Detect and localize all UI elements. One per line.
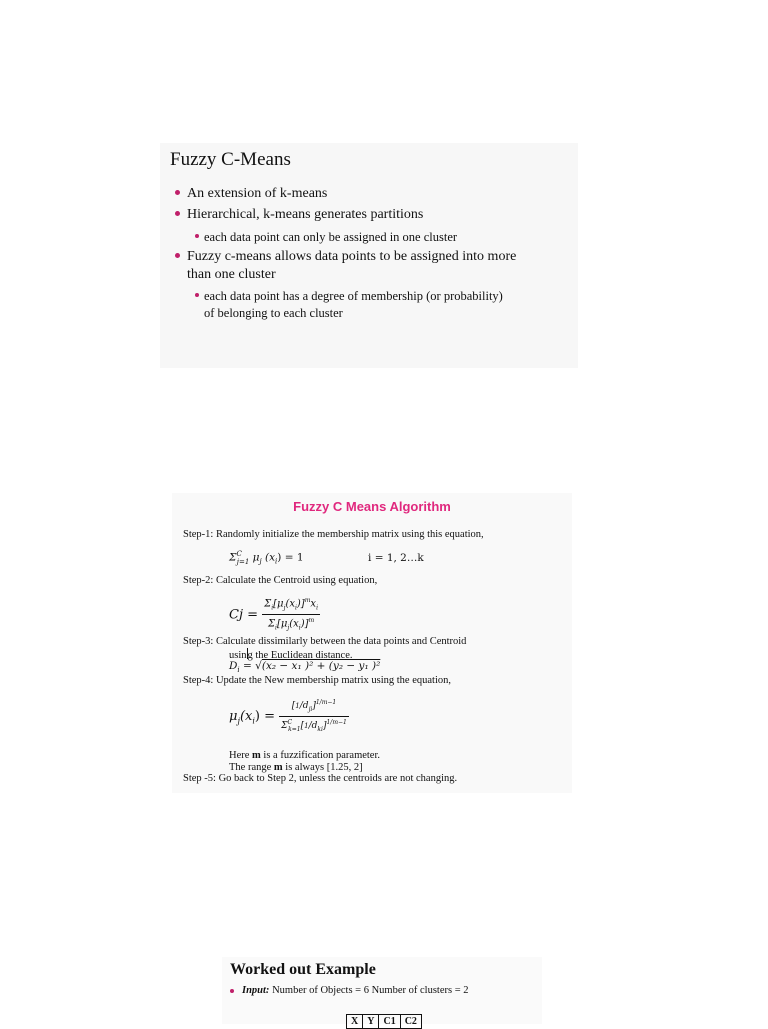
bullet-dot-icon bbox=[175, 211, 180, 216]
slide-title: Worked out Example bbox=[230, 961, 376, 978]
slide-worked-example bbox=[222, 957, 542, 1027]
sub-bullet-text-continued: of belonging to each cluster bbox=[204, 306, 343, 320]
bullet-text: Fuzzy c-means allows data points to be assigned into more bbox=[187, 249, 517, 264]
slide-title: Fuzzy C Means Algorithm bbox=[293, 499, 451, 514]
table-header-c1: C1 bbox=[379, 1015, 400, 1029]
equation-centroid: Cj = $\frac{\Sigma_i[\mu_j(x_i)]^mx_i}{\Sigma_i[\mu_j(x_i)]^m}$ bbox=[229, 597, 318, 632]
sub-bullet-text: each data point has a degree of membership (or probability) bbox=[204, 289, 503, 303]
slide-algorithm bbox=[172, 493, 572, 793]
input-line: Input: Number of Objects = 6 Number of clusters = 2 bbox=[242, 985, 469, 996]
bullet-dot-icon bbox=[230, 989, 234, 993]
sub-bullet-text: each data point can only be assigned in one cluster bbox=[204, 230, 458, 244]
note-fuzzification: Here m is a fuzzification parameter. bbox=[229, 750, 381, 761]
slide-fuzzy-c-means bbox=[160, 143, 578, 368]
bullet-dot-icon bbox=[175, 253, 180, 258]
equation-membership-update: $\mu_j(x_i)$ = $\frac{[1/d_{ji}]^{1/m-1}}{\Sigma^C_{k=1}[1/d_{ki}]^{1/m-1}}$ bbox=[229, 699, 347, 733]
equation-range: i = 1, 2…k bbox=[368, 552, 424, 564]
table-header-x: X bbox=[347, 1015, 363, 1029]
table-header-c2: C2 bbox=[400, 1015, 421, 1029]
step-3-text-continued: using the Euclidean distance. bbox=[229, 650, 353, 661]
table-header-y: Y bbox=[363, 1015, 379, 1029]
slide-title: Fuzzy C-Means bbox=[170, 149, 291, 170]
bullet-dot-icon bbox=[175, 190, 180, 195]
equation-euclidean: $D_i = √(x_2 - x_1$ )² + (y₂ − y₁ )² bbox=[229, 660, 381, 675]
bullet-text-continued: than one cluster bbox=[187, 267, 276, 282]
step-3-text: Step-3: Calculate dissimilarly between the data points and Centroid bbox=[183, 636, 467, 647]
bullet-text: An extension of k-means bbox=[187, 186, 328, 201]
step-2-text: Step-2: Calculate the Centroid using equation, bbox=[183, 575, 378, 586]
step-1-text: Step-1: Randomly initialize the membership matrix using this equation, bbox=[183, 529, 484, 540]
bullet-text: Hierarchical, k-means generates partitions bbox=[187, 207, 424, 222]
sub-bullet-dot-icon bbox=[195, 293, 199, 297]
equation-membership-sum: $\Sigma^C_{j=1}$ $\mu_j$ $(x_i) = 1$ bbox=[229, 550, 304, 566]
step-4-text: Step-4: Update the New membership matrix using the equation, bbox=[183, 675, 451, 686]
step-5-text: Step -5: Go back to Step 2, unless the centroids are not changing. bbox=[183, 773, 458, 784]
data-table bbox=[346, 1014, 422, 1029]
note-range: The range m is always [1.25, 2] bbox=[229, 762, 363, 773]
sub-bullet-dot-icon bbox=[195, 234, 199, 238]
